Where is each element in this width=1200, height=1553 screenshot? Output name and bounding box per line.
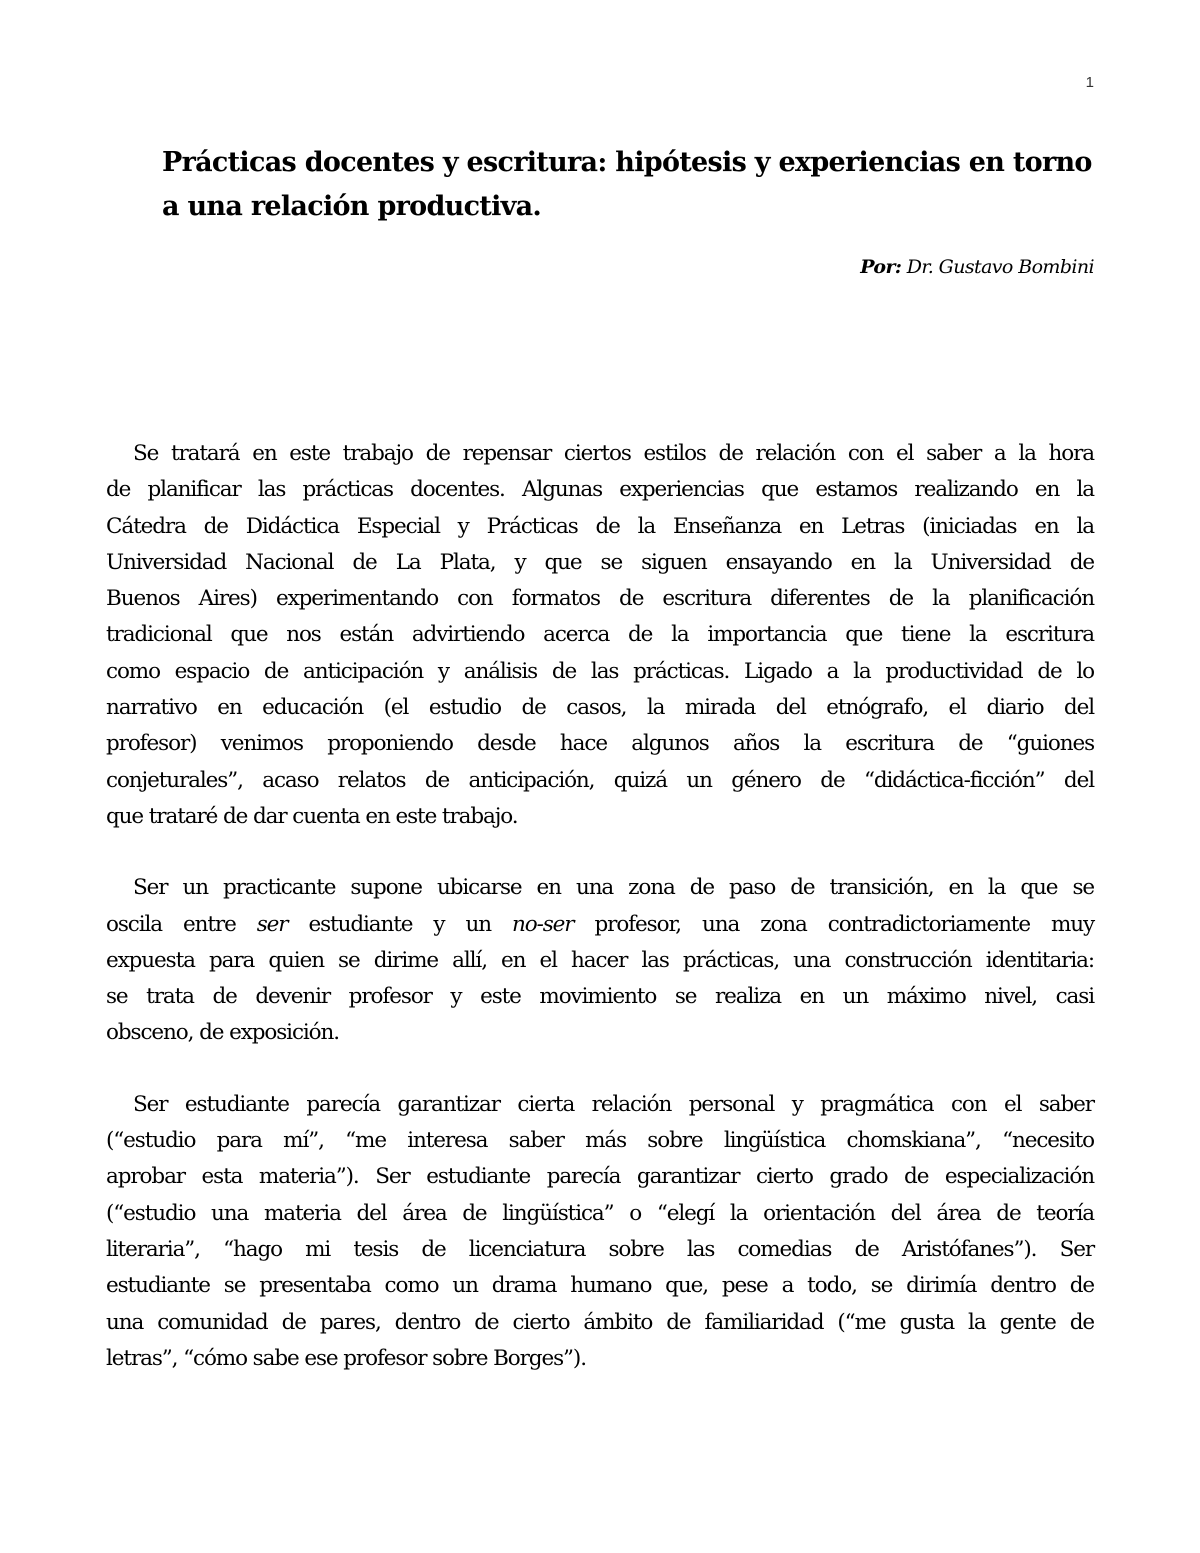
author-byline xyxy=(860,256,1094,278)
text-segment: profesor, una zona contradictoriamente muy xyxy=(594,911,1095,937)
paragraph-line: literaria”, “hago mi tesis de licenciatura sobre las comedias de Aristófanes”). Ser xyxy=(106,1236,1094,1262)
paragraph-line: estudiante se presentaba como un drama humano que, pese a todo, se dirimía dentro de xyxy=(106,1273,1094,1299)
page-number: 1 xyxy=(1085,74,1094,91)
title-line-1: Prácticas docentes y escritura: hipótesis y experiencias en torno xyxy=(162,147,1092,178)
text-segment: estudiante y un xyxy=(308,911,491,937)
italic-term-ser: ser xyxy=(256,911,288,937)
paragraph-line: Universidad Nacional de La Plata, y que se siguen ensayando en la Universidad de xyxy=(106,549,1094,575)
paragraph-line: se trata de devenir profesor y este movimiento se realiza en un máximo nivel, casi xyxy=(106,984,1094,1010)
paragraph-line: tradicional que nos están advirtiendo acerca de la importancia que tiene la escritura xyxy=(106,622,1094,648)
paragraph-line: Cátedra de Didáctica Especial y Prácticas de la Enseñanza en Letras (iniciadas en la xyxy=(106,513,1094,539)
paragraph-line: Buenos Aires) experimentando con formatos de escritura diferentes de la planificación xyxy=(106,586,1094,612)
paragraph-line: (“estudio una materia del área de lingüística” o “elegí la orientación del área de teoría xyxy=(106,1200,1094,1226)
paragraph-line: obsceno, de exposición. xyxy=(106,1020,339,1046)
byline-label: Por: xyxy=(860,256,902,278)
document-title xyxy=(162,141,1092,229)
paragraph-line: profesor) venimos proponiendo desde hace algunos años la escritura de “guiones xyxy=(106,731,1094,757)
paragraph-line: aprobar esta materia”). Ser estudiante parecía garantizar cierto grado de especialización xyxy=(106,1164,1094,1190)
title-line-2: a una relación productiva. xyxy=(162,191,542,222)
paragraph-line: que trataré de dar cuenta en este trabajo. xyxy=(106,803,518,829)
paragraph-line: conjeturales”, acaso relatos de anticipación, quizá un género de “didáctica-ficción” del xyxy=(106,767,1094,793)
paragraph-3 xyxy=(106,1087,1094,1377)
paragraph-line: Ser un practicante supone ubicarse en una zona de paso de transición, en la que se xyxy=(133,875,1094,901)
paragraph-line: una comunidad de pares, dentro de cierto ámbito de familiaridad (“me gusta la gente de xyxy=(106,1309,1094,1335)
paragraph-line: letras”, “cómo sabe ese profesor sobre Borges”). xyxy=(106,1345,586,1371)
paragraph-line: narrativo en educación (el estudio de casos, la mirada del etnógrafo, el diario del xyxy=(106,695,1094,721)
paragraph-line-mixed xyxy=(106,907,1094,943)
paragraph-line: expuesta para quien se dirime allí, en el hacer las prácticas, una construcción identitaria: xyxy=(106,947,1094,973)
paragraph-line: Se tratará en este trabajo de repensar ciertos estilos de relación con el saber a la hora xyxy=(133,441,1094,466)
paragraph-1 xyxy=(106,436,1094,835)
body-text xyxy=(106,436,1094,1412)
text-segment: oscila entre xyxy=(106,911,236,937)
author-name: Dr. Gustavo Bombini xyxy=(906,256,1094,278)
paragraph-line: Ser estudiante parecía garantizar cierta relación personal y pragmática con el saber xyxy=(133,1091,1094,1117)
paragraph-line: (“estudio para mí”, “me interesa saber más sobre lingüística chomskiana”, “necesito xyxy=(106,1128,1094,1154)
paragraph-line: como espacio de anticipación y análisis de las prácticas. Ligado a la productividad de lo xyxy=(106,658,1094,684)
paragraph-2 xyxy=(106,870,1094,1051)
paragraph-line: de planificar las prácticas docentes. Algunas experiencias que estamos realizando en la xyxy=(106,477,1094,503)
italic-term-no-ser: no-ser xyxy=(511,911,574,937)
